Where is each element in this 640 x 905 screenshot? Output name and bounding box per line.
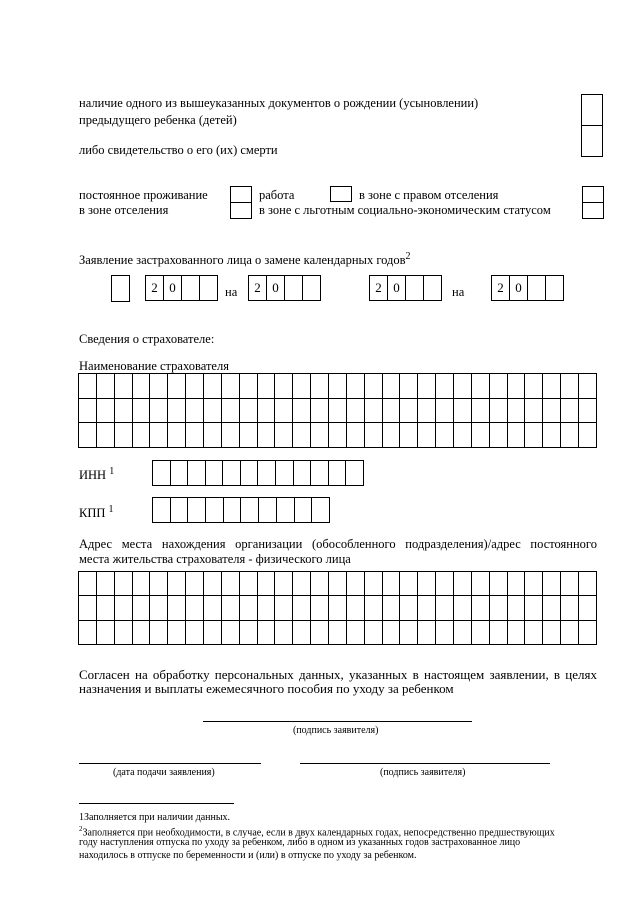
kpp-cell[interactable] (188, 498, 206, 523)
year-cell[interactable]: 2 (370, 275, 388, 301)
footnote-2-line2: году наступления отпуска по уходу за ребенком, либо в одном из указанных годов застрахованное лицо (79, 837, 521, 848)
footnote-2-line3: находилось в отпуске по беременности и (или) в отпуске по уходу за ребенком. (79, 850, 417, 861)
address-cell[interactable] (168, 596, 186, 620)
insurer-name-cell[interactable] (364, 398, 382, 423)
insurer-name-cell[interactable] (186, 374, 204, 399)
insurer-name-cell[interactable] (382, 374, 400, 399)
inn-input-grid[interactable] (152, 460, 364, 486)
insurer-name-cell[interactable] (579, 398, 597, 423)
inn-row (153, 461, 364, 486)
address-cell[interactable] (507, 596, 525, 620)
insurer-name-cell[interactable] (132, 374, 150, 399)
insurer-name-cell[interactable] (293, 423, 311, 448)
insurer-name-cell[interactable] (400, 374, 418, 399)
address-cell[interactable] (168, 572, 186, 596)
address-cell[interactable] (275, 596, 293, 620)
inn-cell[interactable] (311, 461, 329, 486)
insurer-name-cell[interactable] (293, 374, 311, 399)
kpp-cell[interactable] (206, 498, 224, 523)
replacement-title-text: Заявление застрахованного лица о замене календарных годов (79, 253, 406, 268)
insurer-name-cell[interactable] (221, 374, 239, 399)
insurer-name-cell[interactable] (204, 374, 222, 399)
address-cell[interactable] (311, 572, 329, 596)
insurer-name-cell[interactable] (96, 374, 114, 399)
insurer-name-cell[interactable] (150, 423, 168, 448)
address-cell[interactable] (186, 620, 204, 644)
insurer-name-cell[interactable] (489, 423, 507, 448)
address-cell[interactable] (364, 572, 382, 596)
address-cell[interactable] (543, 596, 561, 620)
address-cell[interactable] (471, 572, 489, 596)
birth-docs-checkbox[interactable] (581, 94, 603, 126)
insurer-name-cell[interactable] (257, 398, 275, 423)
insurer-name-cell[interactable] (186, 398, 204, 423)
insurer-name-cell[interactable] (364, 423, 382, 448)
address-cell[interactable] (293, 596, 311, 620)
insurer-name-cell[interactable] (329, 398, 347, 423)
insurer-name-cell[interactable] (525, 423, 543, 448)
year-cell[interactable] (424, 275, 442, 301)
year-cells-1[interactable] (145, 275, 218, 301)
inn-cell[interactable] (205, 461, 223, 486)
insurer-name-cell[interactable] (346, 398, 364, 423)
insurer-name-cell[interactable] (579, 374, 597, 399)
relocation-zone-label: в зоне отселения (79, 203, 169, 217)
insurer-name-cell[interactable] (204, 423, 222, 448)
permanent-residence-checkbox[interactable] (230, 186, 252, 203)
on-label-2: на (452, 285, 465, 299)
insurer-name-cell[interactable] (311, 374, 329, 399)
address-cell[interactable] (329, 596, 347, 620)
address-cell[interactable] (293, 620, 311, 644)
inn-label (79, 465, 114, 482)
inn-cell[interactable] (328, 461, 346, 486)
insurer-name-cell[interactable] (311, 398, 329, 423)
kpp-cell[interactable] (259, 498, 277, 523)
preferential-status-checkbox[interactable] (582, 202, 604, 219)
year-cell[interactable] (546, 275, 564, 301)
kpp-cell[interactable] (153, 498, 171, 523)
address-cell[interactable] (525, 620, 543, 644)
insurer-name-cell[interactable] (114, 423, 132, 448)
address-cell[interactable] (454, 620, 472, 644)
address-cell[interactable] (96, 596, 114, 620)
address-cell[interactable] (150, 596, 168, 620)
year-cell[interactable] (303, 275, 321, 301)
address-cell[interactable] (454, 596, 472, 620)
address-cell[interactable] (311, 620, 329, 644)
address-cell[interactable] (471, 596, 489, 620)
address-cell[interactable] (561, 620, 579, 644)
insurer-name-cell[interactable] (257, 423, 275, 448)
address-label-line2: места жительства страхователя - физического лица (79, 552, 351, 566)
insurer-name-grid[interactable] (78, 373, 597, 448)
preferential-status-label: в зоне с льготным социально-экономическим статусом (259, 203, 551, 217)
kpp-row (153, 498, 330, 523)
inn-cell[interactable] (276, 461, 294, 486)
address-cell[interactable] (382, 620, 400, 644)
address-cell[interactable] (114, 572, 132, 596)
replacement-title-footnote-mark: 2 (405, 251, 411, 262)
address-cell[interactable] (204, 620, 222, 644)
year-cells-2[interactable] (248, 275, 321, 301)
insurer-name-cell[interactable] (400, 398, 418, 423)
address-cell[interactable] (257, 572, 275, 596)
address-cell[interactable] (132, 572, 150, 596)
address-cell[interactable] (79, 572, 97, 596)
address-cell[interactable] (346, 620, 364, 644)
insurer-name-cell[interactable] (471, 398, 489, 423)
year-cell[interactable]: 0 (164, 275, 182, 301)
insurer-name-cell[interactable] (346, 374, 364, 399)
insurer-name-cell[interactable] (507, 423, 525, 448)
insurer-name-row (79, 423, 597, 448)
insurer-name-cell[interactable] (525, 374, 543, 399)
insurer-name-cell[interactable] (311, 423, 329, 448)
address-cell[interactable] (257, 596, 275, 620)
insurer-name-cell[interactable] (418, 423, 436, 448)
year-cells-4[interactable] (491, 275, 564, 301)
insurer-section-title: Сведения о страхователе: (79, 332, 215, 346)
address-cell[interactable] (150, 620, 168, 644)
address-cell[interactable] (311, 596, 329, 620)
insurer-name-cell[interactable] (204, 398, 222, 423)
insurer-name-cell[interactable] (132, 398, 150, 423)
birth-docs-line2: предыдущего ребенка (детей) (79, 113, 237, 127)
year-cell[interactable]: 0 (388, 275, 406, 301)
inn-cell[interactable] (170, 461, 188, 486)
insurer-name-cell[interactable] (221, 398, 239, 423)
insurer-name-cell[interactable] (382, 398, 400, 423)
consent-line2: назначения и выплаты ежемесячного пособия по уходу за ребенком (79, 681, 454, 696)
insurer-name-cell[interactable] (454, 398, 472, 423)
footnote-1: 1Заполняется при наличии данных. (79, 812, 231, 823)
kpp-cell[interactable] (312, 498, 330, 523)
address-cell[interactable] (96, 620, 114, 644)
replacement-checkbox[interactable] (111, 275, 130, 302)
inn-cell[interactable] (153, 461, 171, 486)
year-cells-3[interactable] (369, 275, 442, 301)
address-cell[interactable] (418, 620, 436, 644)
address-cell[interactable] (561, 572, 579, 596)
address-label-line1: Адрес места нахождения организации (обособленного подразделения)/адрес постоянного (79, 537, 597, 551)
insurer-name-cell[interactable] (79, 398, 97, 423)
address-cell[interactable] (79, 620, 97, 644)
address-cell[interactable] (489, 620, 507, 644)
date-line[interactable] (79, 763, 261, 764)
address-cell[interactable] (543, 620, 561, 644)
insurer-name-cell[interactable] (543, 423, 561, 448)
year-cell[interactable] (406, 275, 424, 301)
work-label: работа (259, 188, 295, 202)
insurer-name-cell[interactable] (454, 423, 472, 448)
year-cell[interactable]: 2 (249, 275, 267, 301)
address-cell[interactable] (561, 596, 579, 620)
insurer-name-row (79, 398, 597, 423)
address-cell[interactable] (543, 572, 561, 596)
inn-cell[interactable] (293, 461, 311, 486)
insurer-name-cell[interactable] (293, 398, 311, 423)
footnote-separator (79, 803, 234, 804)
insurer-name-cell[interactable] (543, 398, 561, 423)
relocation-right-zone-checkbox[interactable] (582, 186, 604, 203)
insurer-name-cell[interactable] (186, 423, 204, 448)
address-cell[interactable] (400, 572, 418, 596)
insurer-name-cell[interactable] (150, 374, 168, 399)
address-cell[interactable] (507, 572, 525, 596)
address-cell[interactable] (507, 620, 525, 644)
insurer-name-cell[interactable] (132, 423, 150, 448)
insurer-name-cell[interactable] (507, 398, 525, 423)
address-cell[interactable] (329, 572, 347, 596)
year-cell[interactable]: 0 (510, 275, 528, 301)
address-cell[interactable] (436, 572, 454, 596)
address-cell[interactable] (382, 572, 400, 596)
year-cell[interactable]: 2 (492, 275, 510, 301)
address-cell[interactable] (132, 620, 150, 644)
address-cell[interactable] (525, 572, 543, 596)
insurer-name-cell[interactable] (525, 398, 543, 423)
replacement-title (79, 250, 411, 267)
kpp-footnote-mark: 1 (108, 504, 114, 515)
kpp-cell[interactable] (294, 498, 312, 523)
address-cell[interactable] (79, 596, 97, 620)
insurer-name-cell[interactable] (579, 423, 597, 448)
signature-line-2[interactable] (300, 763, 550, 764)
address-row (79, 572, 597, 596)
insurer-name-cell[interactable] (275, 398, 293, 423)
kpp-label-text: КПП (79, 506, 106, 521)
kpp-cell[interactable] (241, 498, 259, 523)
address-cell[interactable] (132, 596, 150, 620)
kpp-cell[interactable] (223, 498, 241, 523)
kpp-cell[interactable] (170, 498, 188, 523)
inn-label-text: ИНН (79, 468, 107, 483)
applicant-signature-caption-1: (подпись заявителя) (293, 725, 379, 736)
insurer-name-cell[interactable] (561, 423, 579, 448)
insurer-name-label: Наименование страхователя (79, 359, 229, 373)
insurer-name-cell[interactable] (221, 423, 239, 448)
insurer-name-cell[interactable] (79, 374, 97, 399)
address-grid[interactable] (78, 571, 597, 645)
insurer-name-cell[interactable] (543, 374, 561, 399)
address-cell[interactable] (400, 620, 418, 644)
application-date-caption: (дата подачи заявления) (113, 767, 215, 778)
kpp-label (79, 503, 114, 520)
insurer-name-cell[interactable] (507, 374, 525, 399)
address-cell[interactable] (364, 620, 382, 644)
insurer-name-cell[interactable] (382, 423, 400, 448)
address-cell[interactable] (579, 620, 597, 644)
year-cell[interactable] (182, 275, 200, 301)
signature-line-1[interactable] (203, 721, 472, 722)
address-cell[interactable] (293, 572, 311, 596)
address-cell[interactable] (221, 572, 239, 596)
address-cell[interactable] (579, 572, 597, 596)
address-cell[interactable] (150, 572, 168, 596)
insurer-name-cell[interactable] (275, 374, 293, 399)
insurer-name-cell[interactable] (436, 423, 454, 448)
insurer-name-cell[interactable] (168, 374, 186, 399)
applicant-signature-caption-2: (подпись заявителя) (380, 767, 466, 778)
address-cell[interactable] (239, 620, 257, 644)
year-cell[interactable]: 0 (267, 275, 285, 301)
address-cell[interactable] (275, 620, 293, 644)
insurer-name-cell[interactable] (79, 423, 97, 448)
insurer-name-cell[interactable] (239, 423, 257, 448)
relocation-zone-checkbox[interactable] (230, 202, 252, 219)
address-cell[interactable] (471, 620, 489, 644)
death-certificate-checkbox[interactable] (581, 125, 603, 157)
address-cell[interactable] (275, 572, 293, 596)
address-cell[interactable] (346, 572, 364, 596)
address-cell[interactable] (114, 620, 132, 644)
birth-docs-line1: наличие одного из вышеуказанных документов о рождении (усыновлении) (79, 96, 479, 110)
consent-line1: Согласен на обработку персональных данных, указанных в настоящем заявлении, в целях (79, 667, 597, 682)
address-cell[interactable] (239, 572, 257, 596)
permanent-residence-label: постоянное проживание (79, 188, 208, 202)
insurer-name-cell[interactable] (346, 423, 364, 448)
address-cell[interactable] (221, 620, 239, 644)
address-cell[interactable] (418, 572, 436, 596)
insurer-name-row (79, 374, 597, 399)
insurer-name-cell[interactable] (114, 398, 132, 423)
insurer-name-cell[interactable] (561, 374, 579, 399)
insurer-name-cell[interactable] (114, 374, 132, 399)
insurer-name-cell[interactable] (418, 398, 436, 423)
address-cell[interactable] (436, 620, 454, 644)
work-checkbox[interactable] (330, 186, 352, 202)
year-cell[interactable]: 2 (146, 275, 164, 301)
insurer-name-cell[interactable] (489, 374, 507, 399)
insurer-name-cell[interactable] (471, 374, 489, 399)
insurer-name-cell[interactable] (400, 423, 418, 448)
insurer-name-cell[interactable] (489, 398, 507, 423)
insurer-name-cell[interactable] (418, 374, 436, 399)
year-cell[interactable] (200, 275, 218, 301)
address-cell[interactable] (204, 596, 222, 620)
inn-cell[interactable] (240, 461, 258, 486)
on-label-1: на (225, 285, 238, 299)
insurer-name-cell[interactable] (329, 374, 347, 399)
insurer-name-cell[interactable] (257, 374, 275, 399)
insurer-name-cell[interactable] (436, 374, 454, 399)
inn-cell[interactable] (188, 461, 206, 486)
inn-cell[interactable] (223, 461, 241, 486)
address-row (79, 596, 597, 620)
address-cell[interactable] (436, 596, 454, 620)
address-cell[interactable] (489, 596, 507, 620)
address-cell[interactable] (186, 572, 204, 596)
footnote-2-mark: 2 (79, 825, 83, 833)
death-certificate-line: либо свидетельство о его (их) смерти (79, 143, 278, 157)
footnote-2-line1-text: Заполняется при необходимости, в случае, если в двух календарных годах, непосредственно предшествующих (82, 827, 555, 839)
insurer-name-cell[interactable] (96, 398, 114, 423)
insurer-name-cell[interactable] (239, 398, 257, 423)
address-cell[interactable] (364, 596, 382, 620)
inn-cell[interactable] (258, 461, 276, 486)
inn-cell[interactable] (346, 461, 364, 486)
inn-footnote-mark: 1 (109, 466, 115, 477)
kpp-input-grid[interactable] (152, 497, 330, 523)
insurer-name-cell[interactable] (436, 398, 454, 423)
address-cell[interactable] (382, 596, 400, 620)
address-cell[interactable] (400, 596, 418, 620)
insurer-name-cell[interactable] (454, 374, 472, 399)
kpp-cell[interactable] (276, 498, 294, 523)
address-cell[interactable] (418, 596, 436, 620)
address-cell[interactable] (579, 596, 597, 620)
address-cell[interactable] (525, 596, 543, 620)
address-cell[interactable] (96, 572, 114, 596)
address-cell[interactable] (489, 572, 507, 596)
address-cell[interactable] (186, 596, 204, 620)
relocation-right-zone-label: в зоне с правом отселения (359, 188, 499, 202)
address-cell[interactable] (346, 596, 364, 620)
year-cell[interactable] (285, 275, 303, 301)
insurer-name-cell[interactable] (239, 374, 257, 399)
insurer-name-cell[interactable] (471, 423, 489, 448)
address-cell[interactable] (329, 620, 347, 644)
insurer-name-cell[interactable] (329, 423, 347, 448)
address-cell[interactable] (454, 572, 472, 596)
address-cell[interactable] (239, 596, 257, 620)
insurer-name-cell[interactable] (168, 398, 186, 423)
insurer-name-cell[interactable] (275, 423, 293, 448)
insurer-name-cell[interactable] (364, 374, 382, 399)
address-cell[interactable] (221, 596, 239, 620)
insurer-name-cell[interactable] (96, 423, 114, 448)
year-cell[interactable] (528, 275, 546, 301)
insurer-name-cell[interactable] (168, 423, 186, 448)
address-cell[interactable] (257, 620, 275, 644)
address-cell[interactable] (114, 596, 132, 620)
insurer-name-cell[interactable] (150, 398, 168, 423)
insurer-name-cell[interactable] (561, 398, 579, 423)
address-row (79, 620, 597, 644)
address-cell[interactable] (168, 620, 186, 644)
address-cell[interactable] (204, 572, 222, 596)
